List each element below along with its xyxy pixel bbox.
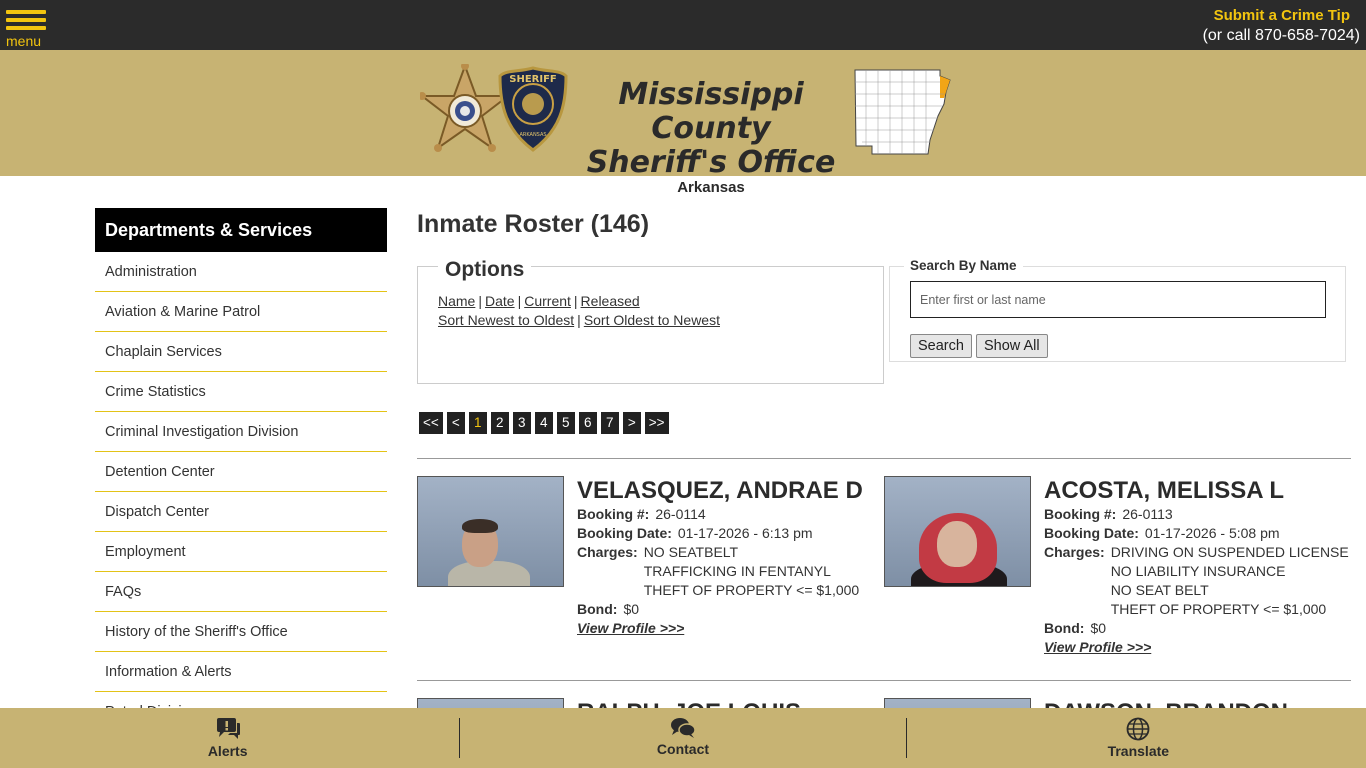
filter-released-link[interactable]: Released: [580, 293, 640, 309]
page-6-button[interactable]: 6: [579, 412, 597, 434]
sort-by-name-link[interactable]: Name: [438, 293, 476, 309]
bottom-bar: [0, 708, 1366, 768]
first-page-button[interactable]: <<: [419, 412, 443, 434]
divider: [417, 458, 1351, 459]
page-1-button[interactable]: 1: [469, 412, 487, 434]
sort-newest-link[interactable]: Sort Newest to Oldest: [438, 312, 575, 328]
charges-list: [644, 543, 860, 600]
globe-icon: [1126, 717, 1150, 741]
sort-links: Name | Date | Current | Released: [438, 293, 640, 309]
menu-label: menu: [6, 33, 42, 49]
alerts-icon: [214, 717, 242, 741]
translate-button[interactable]: [911, 708, 1366, 768]
site-title[interactable]: [576, 78, 846, 196]
site-title-line1: Mississippi County: [618, 77, 804, 146]
bond-label: Bond:: [577, 601, 618, 617]
charge-item: NO LIABILITY INSURANCE: [1110, 563, 1286, 579]
charge-item: NO SEAT BELT: [1110, 582, 1209, 598]
bond-amount: $0: [1090, 620, 1107, 636]
filter-current-link[interactable]: Current: [524, 293, 571, 309]
contact-label: Contact: [656, 741, 710, 757]
view-profile-link[interactable]: View Profile >>>: [577, 620, 685, 636]
sort-by-date-link[interactable]: Date: [485, 293, 515, 309]
page-7-button[interactable]: 7: [601, 412, 619, 434]
divider: [459, 718, 460, 758]
crime-tip: [1203, 7, 1360, 45]
booking-date-label: Booking Date:: [577, 525, 672, 541]
inmate-name: ACOSTA, MELISSA L: [1044, 477, 1284, 504]
site-title-line2: Sheriff's Office: [586, 145, 836, 180]
pagination: [419, 412, 669, 434]
next-page-button[interactable]: >: [623, 412, 641, 434]
charges-list: [1111, 543, 1349, 619]
sidebar-item-aviation-marine-patrol[interactable]: Aviation & Marine Patrol: [95, 292, 387, 332]
inmate-name: VELASQUEZ, ANDRAE D: [577, 477, 863, 504]
inmate-info: [1044, 476, 1349, 657]
sidebar-item-administration[interactable]: Administration: [95, 252, 387, 292]
sidebar-item-criminal-investigation-division[interactable]: Criminal Investigation Division: [95, 412, 387, 452]
prev-page-button[interactable]: <: [447, 412, 465, 434]
sort-oldest-link[interactable]: Sort Oldest to Newest: [583, 312, 720, 328]
sheriff-star-icon: [420, 64, 510, 164]
inmate-card: [884, 476, 1349, 666]
hamburger-icon-bar: [6, 18, 46, 22]
booking-label: Booking #:: [1044, 506, 1117, 522]
inmate-photo[interactable]: [884, 476, 1031, 587]
divider: [417, 680, 1351, 681]
sidebar-item-faqs[interactable]: FAQs: [95, 572, 387, 612]
hamburger-icon: [6, 10, 46, 14]
booking-label: Booking #:: [577, 506, 650, 522]
sidebar-item-employment[interactable]: Employment: [95, 532, 387, 572]
booking-date: 01-17-2026 - 5:08 pm: [1144, 525, 1280, 541]
order-links: Sort Newest to Oldest | Sort Oldest to Newest: [438, 312, 720, 328]
booking-date: 01-17-2026 - 6:13 pm: [677, 525, 813, 541]
bond-label: Bond:: [1044, 620, 1085, 636]
submit-crime-tip-link[interactable]: Submit a Crime Tip: [1213, 7, 1350, 24]
page-title: Inmate Roster (146): [417, 210, 650, 238]
charge-item: DRIVING ON SUSPENDED LICENSE: [1110, 544, 1349, 560]
search-panel: [889, 258, 1346, 362]
chat-bubbles-icon: [670, 717, 696, 739]
site-state: Arkansas: [677, 179, 745, 196]
sidebar-heading: Departments & Services: [95, 208, 387, 252]
site-header: [0, 50, 1366, 196]
search-legend: Search By Name: [904, 258, 1023, 273]
inmate-photo[interactable]: [417, 476, 564, 587]
badge-bottom-text: ARKANSAS: [519, 132, 547, 138]
charge-item: THEFT OF PROPERTY <= $1,000: [643, 582, 860, 598]
charges-label: Charges:: [1044, 544, 1105, 560]
sidebar-item-chaplain-services[interactable]: Chaplain Services: [95, 332, 387, 372]
search-button[interactable]: Search: [910, 334, 972, 358]
sidebar-item-detention-center[interactable]: Detention Center: [95, 452, 387, 492]
bond-amount: $0: [623, 601, 640, 617]
charge-item: NO SEATBELT: [643, 544, 739, 560]
view-profile-link[interactable]: View Profile >>>: [1044, 639, 1152, 655]
hamburger-icon-bar: [6, 26, 46, 30]
sidebar-item-dispatch-center[interactable]: Dispatch Center: [95, 492, 387, 532]
tip-phone: (or call 870-658-7024): [1202, 27, 1360, 44]
sheriff-shield-icon: [498, 66, 568, 152]
sidebar-item-information-alerts[interactable]: Information & Alerts: [95, 652, 387, 692]
inmate-info: [577, 476, 863, 638]
booking-number: 26-0114: [655, 506, 706, 522]
page-3-button[interactable]: 3: [513, 412, 531, 434]
divider: [906, 718, 907, 758]
inmate-card: [417, 476, 879, 666]
page-4-button[interactable]: 4: [535, 412, 553, 434]
page-5-button[interactable]: 5: [557, 412, 575, 434]
arkansas-map-icon: [852, 68, 954, 156]
translate-label: Translate: [1107, 743, 1170, 759]
contact-button[interactable]: [455, 708, 910, 768]
top-bar: [0, 0, 1366, 50]
sidebar-item-crime-statistics[interactable]: Crime Statistics: [95, 372, 387, 412]
menu-button[interactable]: [6, 10, 48, 48]
charges-label: Charges:: [577, 544, 638, 560]
booking-number: 26-0113: [1122, 506, 1173, 522]
options-panel: [417, 258, 884, 384]
badge-text: SHERIFF: [509, 74, 557, 85]
last-page-button[interactable]: >>: [645, 412, 669, 434]
page-2-button[interactable]: 2: [491, 412, 509, 434]
sidebar: [95, 208, 387, 732]
booking-date-label: Booking Date:: [1044, 525, 1139, 541]
charge-item: TRAFFICKING IN FENTANYL: [643, 563, 831, 579]
charge-item: THEFT OF PROPERTY <= $1,000: [1110, 601, 1327, 617]
options-legend: Options: [438, 258, 531, 282]
show-all-button[interactable]: Show All: [976, 334, 1048, 358]
search-input[interactable]: [910, 281, 1326, 318]
alerts-button[interactable]: [0, 708, 455, 768]
alerts-label: Alerts: [207, 743, 248, 759]
sidebar-item-history-of-the-sheriff-s-office[interactable]: History of the Sheriff's Office: [95, 612, 387, 652]
